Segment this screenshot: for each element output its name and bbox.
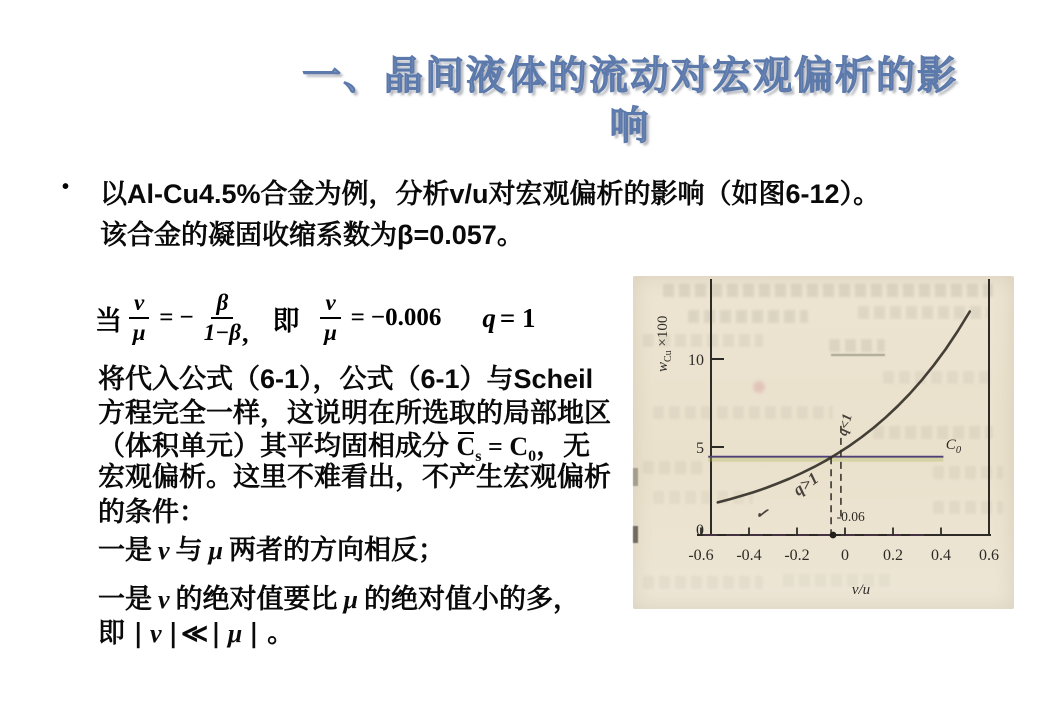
svg-text:5: 5	[696, 440, 704, 457]
equals-sign: =	[159, 304, 174, 331]
slide-title	[240, 52, 1020, 152]
svg-text:-0.06: -0.06	[836, 508, 865, 524]
condition-1: 一是 ν 与 μ 两者的方向相反；	[98, 535, 446, 565]
paragraph-line-5: 的条件：	[98, 497, 206, 527]
mu-symbol: μ	[227, 619, 243, 648]
comma: ,	[241, 319, 249, 348]
condition-2: 一是 ν 的绝对值要比 μ 的绝对值小的多，	[98, 584, 581, 614]
slide-title-line-2: 响	[609, 105, 651, 148]
equals-sign-2: =	[350, 304, 365, 331]
fraction-beta-over-one-minus-beta: $\frac{\beta}{1-\beta}$	[203, 290, 241, 345]
formula-result-value: −0.006	[370, 304, 442, 331]
svg-text:✓: ✓	[754, 505, 770, 524]
svg-text:-0.2: -0.2	[784, 547, 810, 564]
equals: =	[481, 432, 510, 461]
svg-text:-0.4: -0.4	[736, 547, 762, 564]
svg-text:v/u: v/u	[851, 582, 871, 598]
svg-text:10: 10	[688, 352, 704, 369]
formula-mid: 即	[272, 305, 300, 336]
paragraph-line-1: 将代入公式（6-1），公式（6-1）与Scheil	[98, 364, 594, 394]
paragraph-line-3: （体积单元）其平均固相成分 $C_s = C_0$，无	[98, 431, 591, 465]
bullet-text-line-2: 该合金的凝固收缩系数为β=0.057。	[100, 220, 524, 250]
mu-symbol: μ	[343, 585, 359, 614]
much-less-than-sign: ≪	[181, 619, 209, 649]
fraction-nu-over-mu: $\frac{\nu}{\mu}$	[129, 291, 149, 344]
fraction-nu-over-mu-2: $\frac{\nu}{\mu}$	[320, 291, 340, 344]
formula-line	[95, 281, 536, 355]
c-bar-s-symbol: C	[456, 432, 476, 461]
bullet-text-line-1: 以Al-Cu4.5%合金为例，分析v/u对宏观偏析的影响（如图6-12）。	[100, 179, 881, 209]
nu-symbol: ν	[158, 585, 170, 614]
minus-sign: −	[179, 304, 194, 331]
svg-text:0: 0	[841, 547, 849, 564]
nu-symbol: ν	[158, 536, 170, 565]
svg-text:0: 0	[696, 522, 704, 539]
svg-text:0.4: 0.4	[931, 547, 951, 564]
slide-title-line-1: 一、晶间液体的流动对宏观偏析的影	[301, 55, 958, 98]
formula-lead: 当	[95, 305, 122, 336]
svg-text:0.2: 0.2	[883, 547, 903, 564]
svg-text:-0.6: -0.6	[688, 547, 714, 564]
svg-text:0.6: 0.6	[979, 547, 999, 564]
svg-text:C0: $C_0$	[945, 436, 962, 456]
paragraph-line-4: 宏观偏析。这里不难看出，不产生宏观偏析	[98, 462, 611, 492]
paragraph-line-2: 方程完全一样，这说明在所选取的局部地区	[98, 398, 611, 428]
svg-text:q<1: q<1	[835, 412, 856, 438]
condition-2-continued: 即 | ν | ≪ | μ | 。	[98, 618, 295, 649]
svg-text:q>1: q>1	[789, 468, 823, 500]
c-zero-symbol: C	[509, 432, 529, 461]
mu-symbol: μ	[208, 536, 224, 565]
bullet-marker: •	[62, 176, 70, 198]
segregation-chart	[633, 276, 1014, 609]
q-equals-one: q = 1	[482, 302, 536, 333]
nu-symbol: ν	[149, 619, 162, 648]
svg-text:wCu ×100: $w_{Cu} \times 100$	[655, 315, 674, 372]
figure-6-12-scan	[633, 276, 1014, 609]
